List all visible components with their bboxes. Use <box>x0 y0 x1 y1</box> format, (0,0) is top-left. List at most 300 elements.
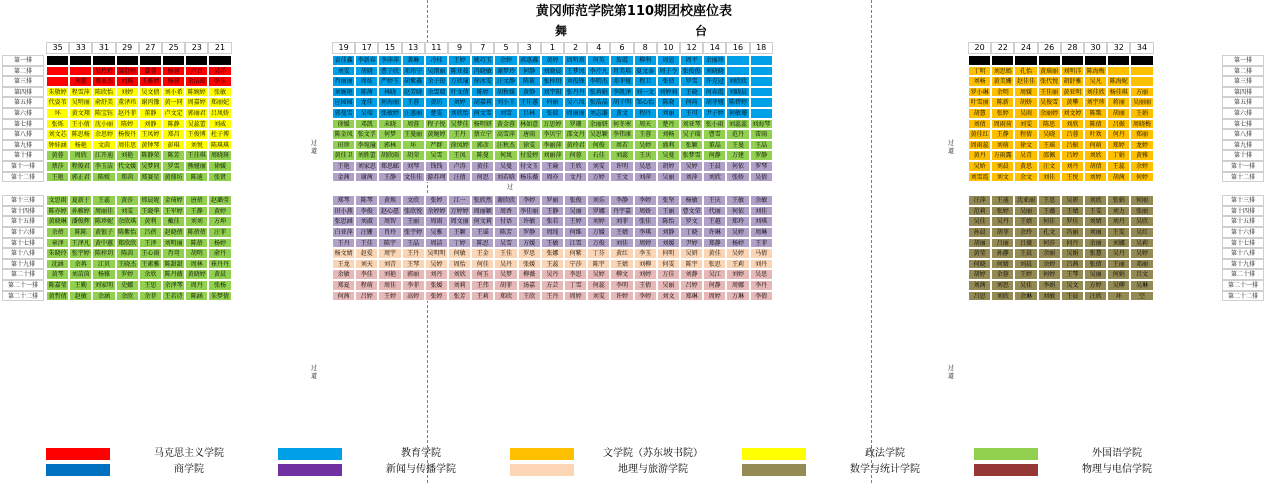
seat-cell[interactable]: 谢欣欣 <box>494 195 517 206</box>
seat-cell[interactable]: 刘俊锋 <box>564 76 587 87</box>
seat-cell[interactable]: 余洁琼 <box>185 76 208 87</box>
seat-cell[interactable]: 刘婉艳 <box>332 87 355 98</box>
seat-cell[interactable]: 代丽 <box>703 206 726 217</box>
seat-cell[interactable]: 吴文 <box>1061 280 1084 291</box>
seat-cell[interactable]: 肖弯 <box>162 248 185 259</box>
seat-cell[interactable]: 张文孚 <box>355 129 378 140</box>
seat-cell[interactable]: 丹宇嘉 <box>610 206 633 217</box>
seat-cell[interactable]: 余敏 <box>332 269 355 280</box>
seat-cell[interactable]: 王俊博 <box>185 129 208 140</box>
seat-cell[interactable]: 刘艳 <box>116 150 139 161</box>
seat-cell[interactable]: 叶雪丽 <box>968 97 991 108</box>
seat-cell[interactable]: 黄丹 <box>968 150 991 161</box>
seat-cell[interactable]: 余欣 <box>116 291 139 302</box>
seat-cell[interactable]: 吴子瑞 <box>680 129 703 140</box>
seat-cell[interactable]: 陈甜甜 <box>162 259 185 270</box>
seat-cell[interactable]: 付爱婷 <box>518 150 541 161</box>
seat-cell[interactable]: 何佳 <box>471 259 494 270</box>
seat-cell[interactable]: 文欣 <box>402 195 425 206</box>
seat-cell[interactable]: 黄思 <box>1014 161 1037 172</box>
seat-cell[interactable]: 方媛 <box>518 238 541 249</box>
seat-cell[interactable]: 周雨荷 <box>991 119 1014 130</box>
seat-cell[interactable]: 王可 <box>680 108 703 119</box>
seat-cell[interactable]: 刘一文 <box>634 87 657 98</box>
seat-cell[interactable]: 吴丹 <box>991 216 1014 227</box>
seat-cell[interactable]: 李玉 <box>634 248 657 259</box>
seat-cell[interactable]: 刘乐 <box>587 195 610 206</box>
seat-cell[interactable]: 吴婷 <box>425 259 448 270</box>
seat-cell[interactable]: 陈亦婷 <box>46 206 69 217</box>
seat-cell[interactable]: 刘雯 <box>587 161 610 172</box>
seat-cell[interactable]: 胡慧 <box>968 108 991 119</box>
seat-cell[interactable] <box>1107 66 1130 77</box>
seat-cell[interactable]: 张婷 <box>425 195 448 206</box>
seat-cell[interactable]: 余玲 <box>1014 227 1037 238</box>
seat-cell[interactable]: 张思 <box>703 259 726 270</box>
seat-cell[interactable]: 吕丽 <box>991 238 1014 249</box>
seat-cell[interactable]: 刘海琴 <box>750 119 773 130</box>
seat-cell[interactable]: 王丹 <box>448 129 471 140</box>
seat-cell[interactable]: 刘雯 <box>587 291 610 302</box>
seat-cell[interactable]: 徐凤婷 <box>448 140 471 151</box>
seat-cell[interactable]: 吴妍 <box>1061 195 1084 206</box>
seat-cell[interactable]: 李贝宁 <box>541 129 564 140</box>
seat-cell[interactable]: 刘晨 <box>1014 259 1037 270</box>
seat-cell[interactable]: 柳文 <box>610 269 633 280</box>
seat-cell[interactable]: 杨蓉 <box>162 66 185 77</box>
seat-cell[interactable]: 张芳 <box>448 291 471 302</box>
seat-cell[interactable]: 周子令 <box>657 66 680 77</box>
seat-cell[interactable]: 罗丽 <box>541 195 564 206</box>
seat-cell[interactable]: 余敏 <box>750 195 773 206</box>
seat-cell[interactable]: 丁娟 <box>1107 150 1130 161</box>
seat-cell[interactable]: 张宇婷 <box>69 248 92 259</box>
seat-cell[interactable]: 许敏 <box>518 216 541 227</box>
seat-cell[interactable]: 何俊 <box>587 140 610 151</box>
seat-cell[interactable]: 何岚 <box>494 150 517 161</box>
seat-cell[interactable]: 王莉 <box>471 291 494 302</box>
seat-cell[interactable]: 李娟 <box>1038 280 1061 291</box>
seat-cell[interactable]: 王瑶 <box>1038 140 1061 151</box>
seat-cell[interactable]: 黄利 <box>139 216 162 227</box>
seat-cell[interactable]: 胡秋媛 <box>494 87 517 98</box>
seat-cell[interactable]: 程俊君 <box>69 161 92 172</box>
seat-cell[interactable]: 未晓 <box>378 119 401 130</box>
seat-cell[interactable]: 张敏婷 <box>378 108 401 119</box>
seat-cell[interactable]: 陈涵 <box>185 291 208 302</box>
seat-cell[interactable]: 刘静 <box>657 227 680 238</box>
seat-cell[interactable]: 杨婷 <box>726 238 749 249</box>
seat-cell[interactable]: 俞丹 <box>208 248 231 259</box>
seat-cell[interactable]: 刘敏 <box>1038 291 1061 302</box>
seat-cell[interactable]: 吴妍 <box>680 248 703 259</box>
seat-cell[interactable]: 王越 <box>703 216 726 227</box>
seat-cell[interactable]: 周婷 <box>564 291 587 302</box>
seat-cell[interactable]: 吴梦佳 <box>448 119 471 130</box>
seat-cell[interactable]: 陈碧婷 <box>726 97 749 108</box>
seat-cell[interactable]: 王琴 <box>402 259 425 270</box>
seat-cell[interactable]: 张媛 <box>425 280 448 291</box>
seat-cell[interactable]: 周纯 <box>541 227 564 238</box>
seat-cell[interactable]: 王倩 <box>634 280 657 291</box>
seat-cell[interactable]: 余婷 <box>1130 161 1153 172</box>
seat-cell[interactable]: 王佳蕙 <box>518 97 541 108</box>
seat-cell[interactable]: 刘萍 <box>634 172 657 183</box>
seat-cell[interactable]: 冷桂 <box>425 55 448 66</box>
seat-cell[interactable]: 吴琳 <box>1130 280 1153 291</box>
seat-cell[interactable]: 王艳 <box>332 161 355 172</box>
seat-cell[interactable]: 陈静荣 <box>139 150 162 161</box>
seat-cell[interactable]: 方坤 <box>208 216 231 227</box>
seat-cell[interactable]: 余丽 <box>1084 238 1107 249</box>
seat-cell[interactable]: 陈婉婷 <box>185 87 208 98</box>
seat-cell[interactable]: 汪惠丽 <box>402 108 425 119</box>
seat-cell[interactable]: 黄红 <box>610 248 633 259</box>
seat-cell[interactable]: 李俊 <box>355 206 378 217</box>
seat-cell[interactable]: 王莉 <box>726 259 749 270</box>
seat-cell[interactable]: 何丹 <box>1107 129 1130 140</box>
seat-cell[interactable]: 张浩晶 <box>587 97 610 108</box>
seat-cell[interactable]: 卢涛 <box>448 161 471 172</box>
seat-cell[interactable]: 吕蓓 <box>139 227 162 238</box>
seat-cell[interactable]: 何春霞 <box>703 87 726 98</box>
seat-cell[interactable] <box>1038 55 1061 66</box>
seat-cell[interactable]: 邢晨妮 <box>139 195 162 206</box>
seat-cell[interactable]: 刘若晗 <box>494 172 517 183</box>
seat-cell[interactable]: 周文丽 <box>448 216 471 227</box>
seat-cell[interactable]: 王蕊 <box>1107 161 1130 172</box>
seat-cell[interactable]: 吕文 <box>1130 269 1153 280</box>
seat-cell[interactable]: 赵丹菲 <box>116 108 139 119</box>
seat-cell[interactable]: 刘蕊 <box>610 150 633 161</box>
seat-cell[interactable]: 余菲 <box>139 291 162 302</box>
seat-cell[interactable] <box>968 55 991 66</box>
seat-cell[interactable] <box>1130 55 1153 66</box>
seat-cell[interactable]: 王蓉 <box>634 129 657 140</box>
seat-cell[interactable]: 王雅婷 <box>139 76 162 87</box>
seat-cell[interactable]: 陈宇 <box>378 238 401 249</box>
seat-cell[interactable]: 高婷 <box>402 291 425 302</box>
seat-cell[interactable]: 王婷 <box>448 55 471 66</box>
seat-cell[interactable]: 刘刘 <box>185 216 208 227</box>
seat-cell[interactable]: 陈紫怡 <box>116 227 139 238</box>
seat-cell[interactable]: 丁明 <box>968 66 991 77</box>
seat-cell[interactable]: 何婷 <box>1130 172 1153 183</box>
seat-cell[interactable]: 杨雅 <box>92 269 115 280</box>
seat-cell[interactable]: 柳薇 <box>518 269 541 280</box>
seat-cell[interactable]: 曹文荣 <box>680 206 703 217</box>
seat-cell[interactable]: 谢丙豫 <box>139 97 162 108</box>
seat-cell[interactable]: 刘威 <box>208 119 231 130</box>
seat-cell[interactable]: 熊娅丽 <box>185 161 208 172</box>
seat-cell[interactable]: 刘雯 <box>1014 119 1037 130</box>
seat-cell[interactable]: 陈筱 <box>518 76 541 87</box>
seat-cell[interactable]: 吴雅 <box>425 227 448 238</box>
seat-cell[interactable]: 王佳 <box>355 238 378 249</box>
seat-cell[interactable]: 陈嘉莹 <box>46 280 69 291</box>
seat-cell[interactable]: 罗婷 <box>116 269 139 280</box>
seat-cell[interactable]: 刘志谦 <box>587 108 610 119</box>
seat-cell[interactable]: 坏 <box>1107 291 1130 302</box>
seat-cell[interactable]: 肖美培 <box>610 66 633 77</box>
seat-cell[interactable]: 何婧 <box>991 259 1014 270</box>
seat-cell[interactable]: 赵敏 <box>69 291 92 302</box>
seat-cell[interactable]: 尹婷 <box>680 238 703 249</box>
seat-cell[interactable]: 陈新 <box>991 97 1014 108</box>
seat-cell[interactable]: 黄佳卫 <box>332 150 355 161</box>
seat-cell[interactable]: 代姿苇 <box>46 97 69 108</box>
seat-cell[interactable]: 王颖 <box>448 227 471 238</box>
seat-cell[interactable] <box>1014 55 1037 66</box>
seat-cell[interactable]: 刘婷 <box>448 97 471 108</box>
seat-cell[interactable]: 张欣悦 <box>402 206 425 217</box>
seat-cell[interactable]: 陈宇 <box>587 259 610 270</box>
seat-cell[interactable]: 李宛瑜 <box>355 140 378 151</box>
seat-cell[interactable]: 吕婷 <box>1061 150 1084 161</box>
seat-cell[interactable]: 陈婷 <box>471 87 494 98</box>
seat-cell[interactable]: 张丽 <box>1130 206 1153 217</box>
seat-cell[interactable]: 付语 <box>494 216 517 227</box>
seat-cell[interactable]: 余涵 <box>92 291 115 302</box>
seat-cell[interactable]: 李丽萍 <box>541 140 564 151</box>
seat-cell[interactable]: 田小燕 <box>332 206 355 217</box>
seat-cell[interactable]: 郑赛星 <box>139 172 162 183</box>
seat-cell[interactable]: 卢召 <box>185 66 208 77</box>
seat-cell[interactable]: 黄婉婷 <box>425 129 448 140</box>
seat-cell[interactable]: 余雪瑞 <box>425 87 448 98</box>
seat-cell[interactable]: 方雨露 <box>991 150 1014 161</box>
seat-cell[interactable]: 张娟 <box>1107 195 1130 206</box>
seat-cell[interactable]: 陈曼 <box>471 150 494 161</box>
seat-cell[interactable]: 何萌 <box>1084 140 1107 151</box>
seat-cell[interactable]: 刘青 <box>378 259 401 270</box>
seat-cell[interactable]: 程丹 <box>634 108 657 119</box>
seat-cell[interactable]: 何依 <box>726 206 749 217</box>
seat-cell[interactable]: 陈茵 <box>116 248 139 259</box>
seat-cell[interactable] <box>139 55 162 66</box>
seat-cell[interactable]: 沈涵 <box>46 259 69 270</box>
seat-cell[interactable]: 黄焕 <box>378 195 401 206</box>
seat-cell[interactable]: 钟娃涵 <box>46 140 69 151</box>
seat-cell[interactable]: 许婷 <box>610 291 633 302</box>
seat-cell[interactable]: 吴丽 <box>657 280 680 291</box>
seat-cell[interactable]: 白亚萍 <box>332 227 355 238</box>
seat-cell[interactable]: 周平 <box>680 55 703 66</box>
seat-cell[interactable]: 吴曼 <box>657 150 680 161</box>
seat-cell[interactable]: 张宇婷 <box>402 227 425 238</box>
seat-cell[interactable]: 万婷 <box>587 172 610 183</box>
seat-cell[interactable]: 黄文翔 <box>69 108 92 119</box>
seat-cell[interactable] <box>46 66 69 77</box>
seat-cell[interactable] <box>726 66 749 77</box>
seat-cell[interactable]: 余明 <box>991 87 1014 98</box>
seat-cell[interactable]: 叶文倩 <box>448 87 471 98</box>
seat-cell[interactable]: 王心雨 <box>139 248 162 259</box>
seat-cell[interactable]: 坏 <box>46 108 69 119</box>
seat-cell[interactable]: 周娇 <box>634 206 657 217</box>
seat-cell[interactable]: 刘欣 <box>703 172 726 183</box>
seat-cell[interactable]: 冯丽 <box>1061 227 1084 238</box>
seat-cell[interactable]: 何文雪 <box>471 108 494 119</box>
seat-cell[interactable]: 周恩 <box>657 55 680 66</box>
seat-cell[interactable]: 何静 <box>518 66 541 77</box>
seat-cell[interactable]: 周琳 <box>750 227 773 238</box>
seat-cell[interactable]: 王雯 <box>1107 227 1130 238</box>
seat-cell[interactable]: 吴六凤 <box>564 97 587 108</box>
seat-cell[interactable]: 陈蓓 <box>185 238 208 249</box>
seat-cell[interactable]: 朱敬婷 <box>46 87 69 98</box>
seat-cell[interactable]: 王丽 <box>402 216 425 227</box>
seat-cell[interactable]: 夏新于 <box>69 195 92 206</box>
seat-cell[interactable]: 胡婷 <box>657 161 680 172</box>
seat-cell[interactable]: 罗思 <box>518 248 541 259</box>
seat-cell[interactable]: 王晨 <box>703 161 726 172</box>
seat-cell[interactable]: 郭正君 <box>69 172 92 183</box>
seat-cell[interactable]: 叶欢 <box>1084 129 1107 140</box>
seat-cell[interactable]: 王泽凡 <box>69 238 92 249</box>
seat-cell[interactable]: 孙静 <box>991 248 1014 259</box>
seat-cell[interactable]: 刘婷 <box>726 269 749 280</box>
seat-cell[interactable] <box>750 97 773 108</box>
seat-cell[interactable]: 何维 <box>564 227 587 238</box>
seat-cell[interactable]: 何明 <box>657 248 680 259</box>
seat-cell[interactable]: 王婷 <box>378 291 401 302</box>
seat-cell[interactable]: 刘淑 <box>355 216 378 227</box>
seat-cell[interactable]: 刘思 <box>991 280 1014 291</box>
seat-cell[interactable]: 郑丽 <box>1130 129 1153 140</box>
seat-cell[interactable]: 王婷 <box>1014 269 1037 280</box>
seat-cell[interactable]: 章泽 <box>46 238 69 249</box>
seat-cell[interactable]: 王谣 <box>471 227 494 238</box>
seat-cell[interactable]: 余欣 <box>139 269 162 280</box>
seat-cell[interactable]: 吴青 <box>1014 150 1037 161</box>
seat-cell[interactable]: 张丹丹 <box>564 87 587 98</box>
seat-cell[interactable]: 王艳 <box>46 172 69 183</box>
seat-cell[interactable]: 吕思 <box>968 291 991 302</box>
seat-cell[interactable]: 李新春 <box>355 55 378 66</box>
seat-cell[interactable]: 何丽 <box>1130 195 1153 206</box>
seat-cell[interactable]: 吴丽 <box>657 172 680 183</box>
seat-cell[interactable]: 罗小琳 <box>968 87 991 98</box>
seat-cell[interactable]: 黄婷 <box>541 55 564 66</box>
seat-cell[interactable]: 吴文倩 <box>139 87 162 98</box>
seat-cell[interactable]: 胡明 <box>185 248 208 259</box>
seat-cell[interactable]: 钱钱 <box>425 161 448 172</box>
seat-cell[interactable]: 江开迪 <box>92 150 115 161</box>
seat-cell[interactable]: 王军婷 <box>162 206 185 217</box>
seat-cell[interactable]: 彭琪 <box>162 140 185 151</box>
seat-cell[interactable]: 张婷 <box>991 108 1014 119</box>
seat-cell[interactable]: 张小雨 <box>703 119 726 130</box>
seat-cell[interactable]: 余苒 <box>69 259 92 270</box>
seat-cell[interactable]: 刘亚琴 <box>680 119 703 130</box>
seat-cell[interactable]: 吴佳 <box>968 216 991 227</box>
seat-cell[interactable]: 吴明明 <box>425 248 448 259</box>
seat-cell[interactable]: 王庆 <box>703 195 726 206</box>
seat-cell[interactable]: 陈思杨 <box>69 129 92 140</box>
seat-cell[interactable]: 王晶 <box>750 140 773 151</box>
seat-cell[interactable]: 何敏 <box>448 248 471 259</box>
seat-cell[interactable]: 刘晨 <box>991 161 1014 172</box>
seat-cell[interactable]: 许琳 <box>703 227 726 238</box>
seat-cell[interactable]: 丁芬 <box>587 248 610 259</box>
seat-cell[interactable]: 王婧 <box>610 227 633 238</box>
seat-cell[interactable]: 黄晨 <box>208 269 231 280</box>
seat-cell[interactable]: 周娜 <box>726 280 749 291</box>
seat-cell[interactable]: 吴蕊蕾 <box>185 119 208 130</box>
seat-cell[interactable]: 郭丽君 <box>185 108 208 119</box>
seat-cell[interactable]: 李玉洁 <box>92 161 115 172</box>
seat-cell[interactable]: 李静 <box>610 195 633 206</box>
seat-cell[interactable]: 黄晓婷 <box>185 269 208 280</box>
seat-cell[interactable]: 周嘉婷 <box>185 97 208 108</box>
seat-cell[interactable]: 唐蓓 <box>185 195 208 206</box>
seat-cell[interactable]: 郭丽 <box>402 269 425 280</box>
seat-cell[interactable]: 赵爱 <box>355 248 378 259</box>
seat-cell[interactable]: 刘佳 <box>750 206 773 217</box>
seat-cell[interactable]: 邵佩 <box>1038 150 1061 161</box>
seat-cell[interactable]: 徐文 <box>1014 140 1037 151</box>
seat-cell[interactable]: 刘畅 <box>657 129 680 140</box>
seat-cell[interactable]: 王婧 <box>1061 206 1084 217</box>
seat-cell[interactable]: 黄雅 <box>1130 150 1153 161</box>
seat-cell[interactable]: 陈思 <box>471 238 494 249</box>
seat-cell[interactable]: 黄亚明 <box>1061 87 1084 98</box>
seat-cell[interactable]: 王静 <box>541 206 564 217</box>
seat-cell[interactable]: 王勤 <box>69 280 92 291</box>
seat-cell[interactable]: 吴倩 <box>750 172 773 183</box>
seat-cell[interactable]: 周智 <box>378 216 401 227</box>
seat-cell[interactable]: 龙婷 <box>1130 140 1153 151</box>
seat-cell[interactable]: 汪姗 <box>355 227 378 238</box>
seat-cell[interactable] <box>1130 66 1153 77</box>
seat-cell[interactable]: 黄佳红 <box>968 129 991 140</box>
seat-cell[interactable]: 王小倩 <box>69 119 92 130</box>
seat-cell[interactable]: 刘蓉 <box>69 76 92 87</box>
seat-cell[interactable]: 余文 <box>1014 172 1037 183</box>
seat-cell[interactable]: 王婧 <box>610 259 633 270</box>
seat-cell[interactable]: 吴俊雪 <box>1038 97 1061 108</box>
seat-cell[interactable]: 郑玲 <box>726 216 749 227</box>
seat-cell[interactable]: 楚丹 <box>657 119 680 130</box>
seat-cell[interactable]: 陈亚茹 <box>448 66 471 77</box>
seat-cell[interactable]: 俞舒美 <box>92 97 115 108</box>
seat-cell[interactable]: 刘明丽 <box>162 238 185 249</box>
seat-cell[interactable]: 邓菲娅 <box>610 76 633 87</box>
seat-cell[interactable]: 文茵 <box>92 140 115 151</box>
seat-cell[interactable]: 张娜 <box>541 248 564 259</box>
seat-cell[interactable]: 黄一同 <box>162 97 185 108</box>
seat-cell[interactable]: 张苒娟 <box>587 87 610 98</box>
seat-cell[interactable]: 周丽颖 <box>471 206 494 217</box>
seat-cell[interactable]: 胡欣雨 <box>378 150 401 161</box>
seat-cell[interactable]: 吴思颖 <box>587 129 610 140</box>
seat-cell[interactable]: 李芹凡 <box>587 66 610 77</box>
seat-cell[interactable]: 谢梦玲 <box>494 66 517 77</box>
seat-cell[interactable]: 黄钟琴 <box>139 140 162 151</box>
seat-cell[interactable]: 吴丹 <box>494 259 517 270</box>
seat-cell[interactable]: 吕振 <box>1061 140 1084 151</box>
seat-cell[interactable]: 罗佳 <box>1061 216 1084 227</box>
seat-cell[interactable]: 王薇 <box>1038 206 1061 217</box>
seat-cell[interactable]: 李婷 <box>634 291 657 302</box>
seat-cell[interactable]: 周丽佳 <box>92 206 115 217</box>
seat-cell[interactable]: 汤嘉 <box>518 280 541 291</box>
seat-cell[interactable]: 李佳丽 <box>518 206 541 217</box>
seat-cell[interactable]: 王静 <box>991 129 1014 140</box>
seat-cell[interactable]: 郑欣 <box>494 291 517 302</box>
seat-cell[interactable]: 张若 <box>541 216 564 227</box>
